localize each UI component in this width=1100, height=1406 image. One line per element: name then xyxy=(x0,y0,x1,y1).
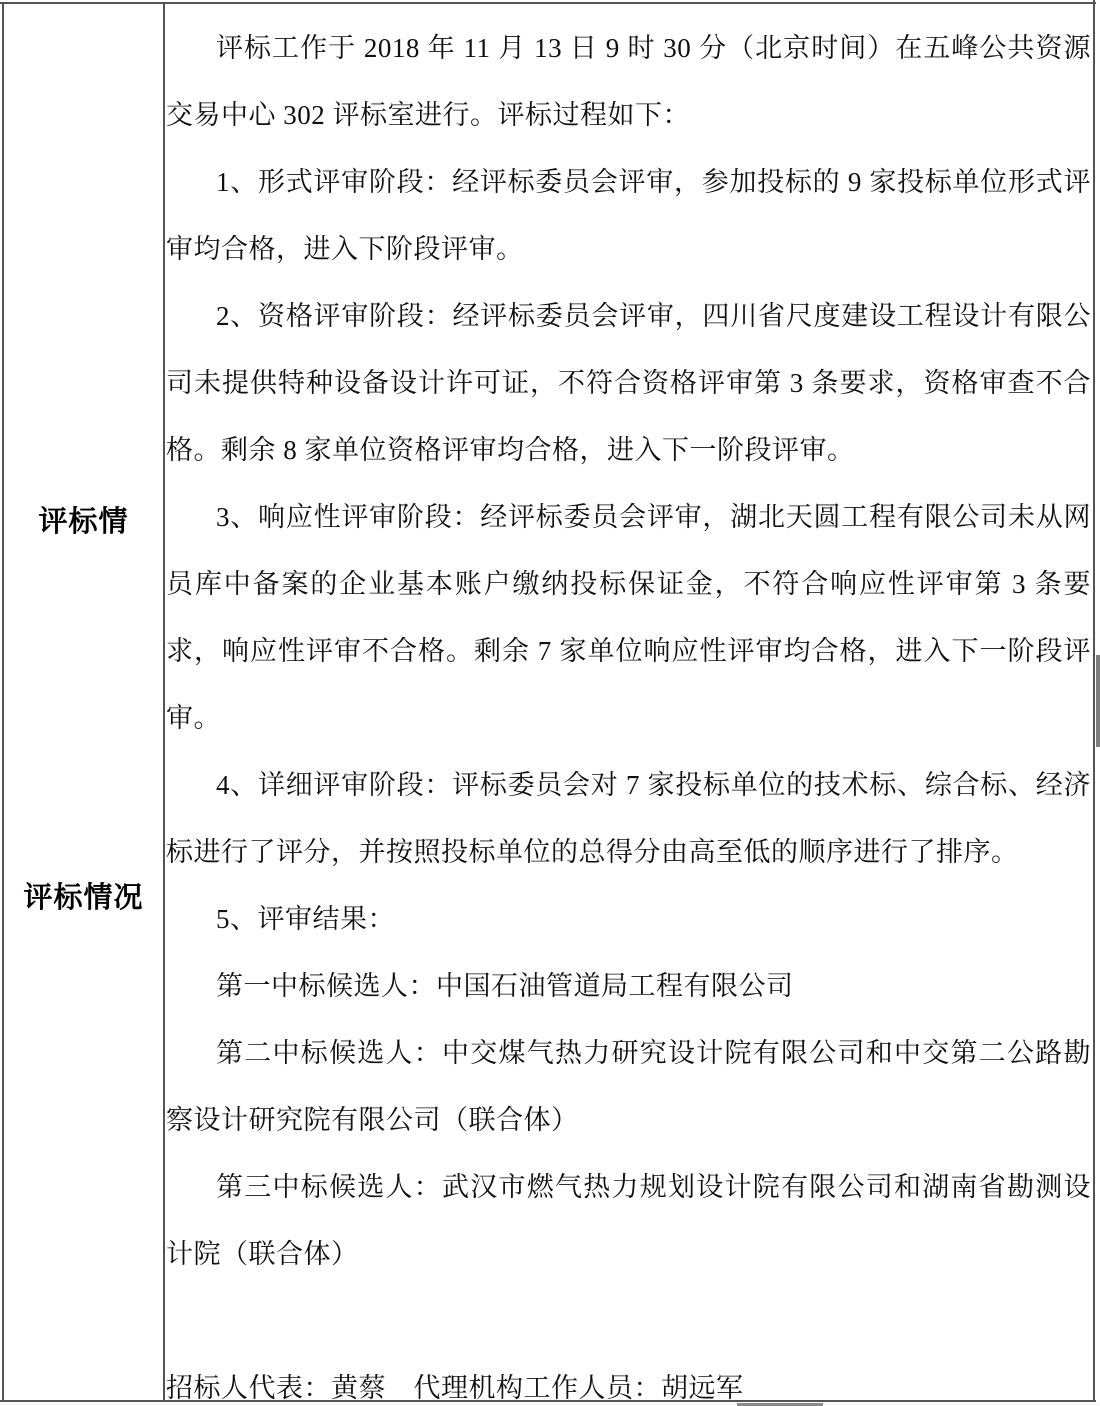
table-border-right xyxy=(1093,0,1095,1402)
paragraph-stage-4-detailed-review: 4、详细评审阶段：评标委员会对 7 家投标单位的技术标、综合标、经济标进行了评分，并按照投标单位的总得分由高至低的顺序进行了排序。 xyxy=(166,770,1091,867)
paragraph-winner-candidate-1: 第一中标候选人：中国石油管道局工程有限公司 xyxy=(216,971,794,1001)
paragraph-stage-2-qualification-review: 2、资格评审阶段：经评标委员会评审，四川省尺度建设工程设计有限公司未提供特种设备设计许可证，不符合资格评审第 3 条要求，资格审查不合格。剩余 8 家单位资格评审均合格，进入下一阶段评审。 xyxy=(166,301,1091,465)
paragraph-winner-candidate-3: 第三中标候选人：武汉市燃气热力规划设计院有限公司和湖南省勘测设计院（联合体） xyxy=(166,1172,1091,1269)
paragraph-representatives-signature: 招标人代表：黄蔡 代理机构工作人员：胡远军 xyxy=(166,1373,744,1403)
paragraph-stage-1-form-review: 1、形式评审阶段：经评标委员会评审，参加投标的 9 家投标单位形式评审均合格，进入下阶段评审。 xyxy=(166,167,1091,264)
row-label-bid-evaluation-partial: 评标情 xyxy=(38,506,129,538)
row-label-bid-evaluation: 评标情况 xyxy=(23,882,144,914)
bid-evaluation-details-cell xyxy=(166,0,1091,1406)
table-border-left xyxy=(2,2,4,1402)
vertical-scrollbar-thumb[interactable] xyxy=(1096,655,1100,747)
paragraph-stage-5-results-heading: 5、评审结果： xyxy=(216,904,395,934)
paragraph-evaluation-intro: 评标工作于 2018 年 11 月 13 日 9 时 30 分（北京时间）在五峰公共资源交易中心 302 评标室进行。评标过程如下： xyxy=(166,33,1091,130)
table-column-divider xyxy=(163,2,165,1402)
paragraph-stage-3-responsiveness-review: 3、响应性评审阶段：经评标委员会评审，湖北天圆工程有限公司未从网员库中备案的企业基本账户缴纳投标保证金，不符合响应性评审第 3 条要求，响应性评审不合格。剩余 7 家单位响应性评审均合格，进入下一阶段评审。 xyxy=(166,502,1091,733)
paragraph-winner-candidate-2: 第二中标候选人：中交煤气热力研究设计院有限公司和中交第二公路勘察设计研究院有限公司（联合体） xyxy=(166,1038,1091,1135)
